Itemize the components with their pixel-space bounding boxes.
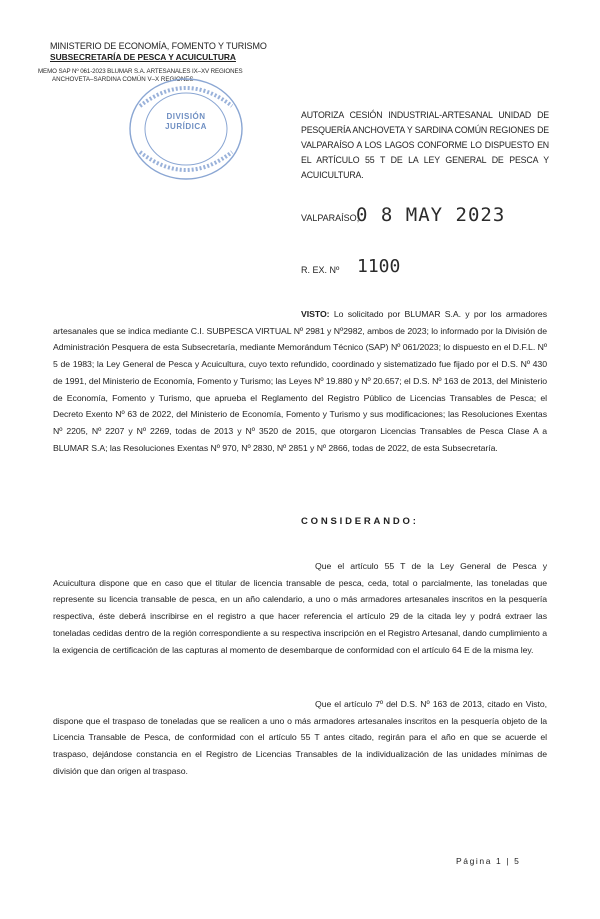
memo-reference: MEMO SAP Nº 061-2023 BLUMAR S.A. ARTESANALES IX–XV REGIONES [38, 68, 243, 75]
considerando-paragraph-1: Que el artículo 55 T de la Ley General de Pesca y Acuicultura dispone que en caso que el titular de licencia transable de pesca, ceda, total o parcialmente, las toneladas que represente su licencia transable de pesca, en un año calendario, a uno o más armadores artesanales inscritos en la pesquería respectiva, éste deberá inscribirse en el registro a que hacer referencia el artículo 29 de la citada ley y podrá extraer las toneladas cedidas dentro de la región correspondiente a su respectiva inscripción en el Registro Artesanal, dando cumplimiento a la exigencia de certificación de las capturas al momento de desembarque de conformidad con el artículo 64 E de la misma ley. [53, 561, 547, 655]
ministry-name: MINISTERIO DE ECONOMÍA, FOMENTO Y TURISMO [50, 41, 267, 51]
visto-text: Lo solicitado por BLUMAR S.A. y por los armadores artesanales que se indica mediante C.I. SUBPESCA VIRTUAL Nº 2981 y Nº2982, ambos de 2023; lo informado por la División de Administración Pesquera de esta Subsecretaría, mediante Memorándum Técnico (SAP) Nº 061/2023; lo dispuesto en el D.F.L. Nº 5 de 1983; la Ley General de Pesca y Acuicultura, cuyo texto refundido, coordinado y sistematizado fue fijado por el D.S. Nº 430 de 1991, del Ministerio de Economía, Fomento y Turismo; las Leyes Nº 19.880 y Nº 20.657; el D.S. Nº 163 de 2013, del Ministerio de Economía, Fomento y Turismo, que aprueba el Reglamento del Registro Público de Licencias Transables de Pesca; el Decreto Exento Nº 63 de 2022, del Ministerio de Economía, Fomento y Turismo y sus modificaciones; las Resoluciones Exentas Nº 2205, Nº 2207 y Nº 2269, todas de 2013 y Nº 3520 de 2015, que otorgaron Licencias Transables de Pesca Clase A a BLUMAR S.A; las Resoluciones Exentas Nº 970, Nº 2830, Nº 2851 y Nº 2866, todas de 2022, de esta Subsecretaría. [53, 309, 547, 453]
visto-label: VISTO: [301, 309, 330, 319]
visto-paragraph [53, 306, 547, 456]
resolution-subject: AUTORIZA CESIÓN INDUSTRIAL-ARTESANAL UNIDAD DE PESQUERÍA ANCHOVETA Y SARDINA COMÚN REGIONES DE VALPARAÍSO A LOS LAGOS CONFORME LO DISPUESTO EN EL ARTÍCULO 55 T DE LA LEY GENERAL DE PESCA Y ACUICULTURA. [301, 110, 549, 180]
resolution-date: 0 8 MAY 2023 [356, 204, 506, 226]
page-number: Página 1 | 5 [456, 856, 521, 866]
considerando-heading: CONSIDERANDO: [301, 516, 419, 527]
stamp-line-juridica: JURÍDICA [165, 122, 207, 131]
legal-division-stamp [126, 76, 246, 182]
stamp-line-division: DIVISIÓN [166, 112, 206, 121]
undersecretariat-name: SUBSECRETARÍA DE PESCA Y ACUICULTURA [50, 52, 236, 62]
considerando-paragraph-2: Que el artículo 7º del D.S. Nº 163 de 2013, citado en Visto, dispone que el traspaso de toneladas que se realicen a uno o más armadores artesanales inscritos en la pesquería objeto de la Licencia Transable de Pesca, de conformidad con el artículo 55 T antes citado, regirán para el año en que se acuerde el traspaso, dejándose constancia en el Registro de Licencias Transables de la individualización de las unidades mínimas de división que dan origen al traspaso. [53, 699, 547, 776]
species-reference: ANCHOVETA–SARDINA COMÚN V–X REGIONES [52, 76, 194, 83]
place-label: VALPARAÍSO, [301, 213, 360, 223]
resolution-number: 1100 [357, 256, 401, 277]
resolution-label: R. EX. Nº [301, 265, 340, 275]
